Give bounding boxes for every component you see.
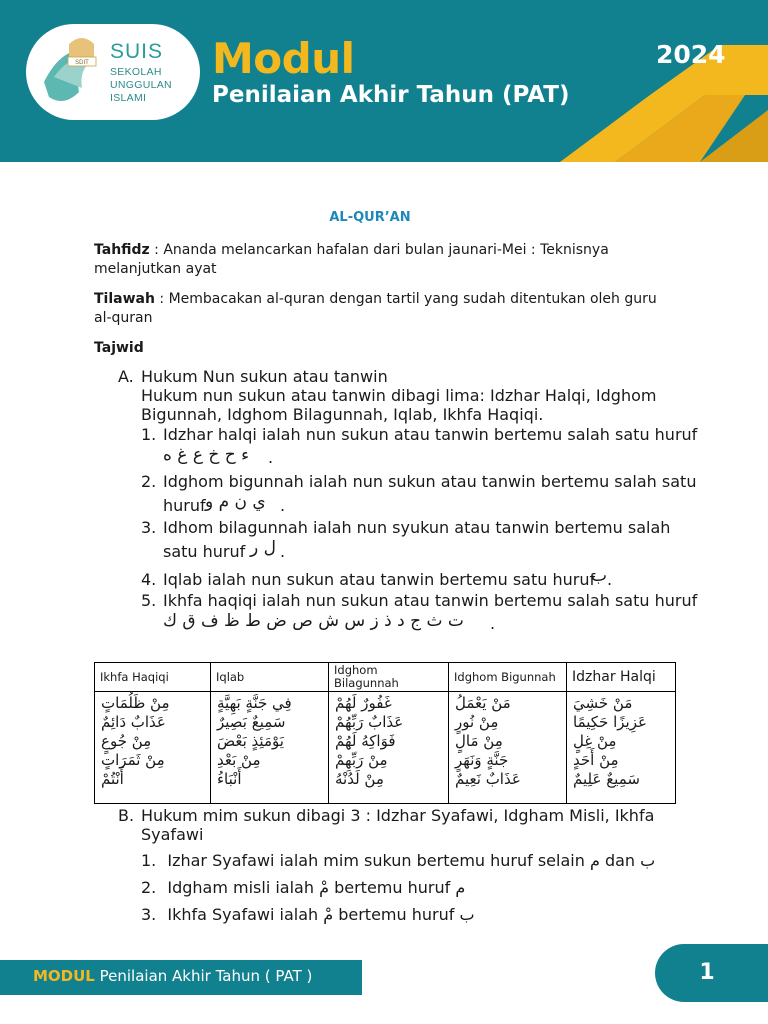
table-header-cell: Idghom Bilagunnah xyxy=(329,663,449,692)
example-word: مِنْ مَالٍ xyxy=(455,732,503,750)
arabic-letter: مْ xyxy=(323,905,334,924)
footer-label-rest: Penilaian Akhir Tahun ( PAT ) xyxy=(94,967,313,985)
table-header-cell: Ikhfa Haqiqi xyxy=(95,663,211,692)
example-word: فَوَاكِهُ لَهُمْ xyxy=(335,732,396,750)
example-word: سَمِيعٌ بَصِيرٌ xyxy=(217,713,286,731)
logo-brand: SUIS xyxy=(110,40,164,63)
logo-badge-text: SDIT xyxy=(75,60,89,66)
list-item-suffix: . xyxy=(607,570,613,589)
list-item-connector: bertemu huruf xyxy=(333,905,460,924)
tahfidz-label: Tahfidz xyxy=(94,242,150,258)
example-word: مِنْ بَعْدِ xyxy=(217,751,261,769)
list-item-number: 3. xyxy=(141,518,157,537)
example-word: عَذَابٌ نَعِيمٌ xyxy=(455,770,521,788)
school-logo xyxy=(24,22,202,122)
list-item-number: 5. xyxy=(141,591,157,610)
list-item-number: 2. xyxy=(141,472,157,491)
arabic-letter: م xyxy=(455,878,466,897)
list-item xyxy=(141,878,465,897)
example-word: مِنْ أَحَدٍ xyxy=(573,751,619,769)
example-word: مِنْ جُوعٍ xyxy=(101,732,152,750)
list-item-suffix: . xyxy=(268,448,274,467)
table-cell xyxy=(449,692,567,804)
example-word: مِنْ رَبِّهِمْ xyxy=(335,751,388,769)
arabic-letter: ب xyxy=(640,851,656,870)
list-item-number: 2. xyxy=(141,878,157,897)
example-word: سَمِيعٌ عَلِيمٌ xyxy=(573,770,640,788)
list-item-suffix: . xyxy=(490,614,496,633)
list-item-text: Ikhfa Syafawi ialah xyxy=(167,905,319,924)
page-header xyxy=(0,0,768,162)
example-word: مِنْ لَدُنْهُ xyxy=(335,770,384,788)
logo-line-3: ISLAMI xyxy=(110,92,147,104)
list-item-text: Idgham misli ialah xyxy=(167,878,314,897)
arabic-letter: ب xyxy=(459,905,475,924)
list-item-text-cont: huruf xyxy=(163,496,206,515)
table-header-cell: Idghom Bigunnah xyxy=(449,663,567,692)
list-item-number: 1. xyxy=(141,851,157,870)
year-label: 2024 xyxy=(656,40,726,69)
tilawah-label: Tilawah xyxy=(94,291,155,307)
list-item-text: Idghom bigunnah ialah nun sukun atau tanwin bertemu salah satu xyxy=(163,472,697,491)
example-word: مِنْ غِلٍ xyxy=(573,732,617,750)
section-title: AL-QUR’AN xyxy=(329,210,411,225)
arabic-letters: ت ث ج د ذ ز س ش ص ض ط ظ ف ق ك xyxy=(163,611,464,631)
table-cell xyxy=(567,692,676,804)
example-word: مِنْ نُورٍ xyxy=(455,713,499,731)
list-item-connector: bertemu huruf xyxy=(329,878,456,897)
section-a-intro-2: Bigunnah, Idghom Bilagunnah, Iqlab, Ikhfa Haqiqi. xyxy=(141,405,544,424)
table-row xyxy=(95,692,676,804)
list-item-text-cont: satu huruf xyxy=(163,542,246,561)
table-cell xyxy=(95,692,211,804)
section-b-title-cont: Syafawi xyxy=(141,825,204,844)
list-item-suffix: . xyxy=(280,542,286,561)
table-header-row xyxy=(95,663,676,692)
example-word: عَذَابٌ رَبِّهُمْ xyxy=(335,713,404,731)
example-word: غَفُورٌ لَهُمْ xyxy=(335,694,392,712)
list-item-connector: dan xyxy=(599,851,641,870)
arabic-letter: م xyxy=(589,851,600,870)
tahfidz-text: : Ananda melancarkan hafalan dari bulan jaunari-Mei : Teknisnya melanjutkan ayat xyxy=(94,242,609,277)
tajwid-examples-table xyxy=(94,662,676,804)
section-a-title: Hukum Nun sukun atau tanwin xyxy=(141,367,388,386)
list-item-number: 1. xyxy=(141,425,157,444)
page-number: 1 xyxy=(699,960,715,985)
list-item-text: Idzhar halqi ialah nun sukun atau tanwin bertemu salah satu huruf xyxy=(163,425,698,444)
logo-line-2: UNGGULAN xyxy=(110,79,172,91)
section-b-marker: B. xyxy=(118,806,135,825)
list-item-text: Iqlab ialah nun sukun atau tanwin bertemu satu huruf xyxy=(163,570,596,589)
tilawah-paragraph xyxy=(94,290,676,328)
example-word: فِي جَنَّةٍ بَهِيَّةٍ xyxy=(217,694,292,712)
example-word: جَنَّةٍ وَنَهَرٍ xyxy=(455,751,509,769)
module-subtitle: Penilaian Akhir Tahun (PAT) xyxy=(212,82,570,108)
arabic-letters: ل ر xyxy=(250,538,276,558)
footer-label-accent: MODUL xyxy=(33,967,95,985)
example-word: مَنْ خَشِيَ xyxy=(573,694,633,712)
table-header-cell: Iqlab xyxy=(211,663,329,692)
example-word: مِنْ ظَلُمَاتٍ xyxy=(101,694,170,712)
arabic-letters: ء ح خ ع غ ه xyxy=(163,445,250,465)
arabic-letter: مْ xyxy=(319,878,329,897)
tajwid-heading: Tajwid xyxy=(94,340,144,356)
example-word: مَنْ يَعْمَلُ xyxy=(455,694,511,712)
logo-line-1: SEKOLAH xyxy=(110,66,162,78)
example-word: أَنْبَاءُ xyxy=(217,770,242,788)
footer-label xyxy=(33,967,312,985)
example-word: يَوْمَئِذٍ بَعْضَ xyxy=(217,732,284,750)
tilawah-text: : Membacakan al-quran dengan tartil yang sudah ditentukan oleh guru al-quran xyxy=(94,291,657,326)
tahfidz-paragraph xyxy=(94,241,676,279)
example-word: مِنْ ثَمَرَاتٍ xyxy=(101,751,165,769)
list-item-number: 4. xyxy=(141,570,157,589)
table-header-cell: Idzhar Halqi xyxy=(567,663,676,692)
section-b-title: Hukum mim sukun dibagi 3 : Idzhar Syafawi, Idgham Misli, Ikhfa xyxy=(141,806,655,825)
table-cell xyxy=(211,692,329,804)
arabic-letters: ب xyxy=(591,566,608,586)
list-item-number: 3. xyxy=(141,905,157,924)
example-word: عَزِيزًا حَكِيمًا xyxy=(573,713,647,731)
section-a-intro-1: Hukum nun sukun atau tanwin dibagi lima: Idzhar Halqi, Idghom xyxy=(141,386,657,405)
list-item-text: Izhar Syafawi ialah mim sukun bertemu huruf selain xyxy=(167,851,585,870)
table-cell xyxy=(329,692,449,804)
example-word: عَذَابٌ دَائِمٌ xyxy=(101,713,166,731)
list-item xyxy=(141,851,655,870)
list-item-text: Idhom bilagunnah ialah nun syukun atau tanwin bertemu salah xyxy=(163,518,671,537)
list-item xyxy=(141,905,475,924)
section-a-marker: A. xyxy=(118,367,134,386)
list-item-suffix: . xyxy=(280,496,286,515)
list-item-text: Ikhfa haqiqi ialah nun sukun atau tanwin bertemu salah satu huruf xyxy=(163,591,698,610)
arabic-letters: ي ن م و xyxy=(205,492,266,512)
module-title: Modul xyxy=(212,34,355,83)
example-word: أَنْتُمْ xyxy=(101,770,124,788)
